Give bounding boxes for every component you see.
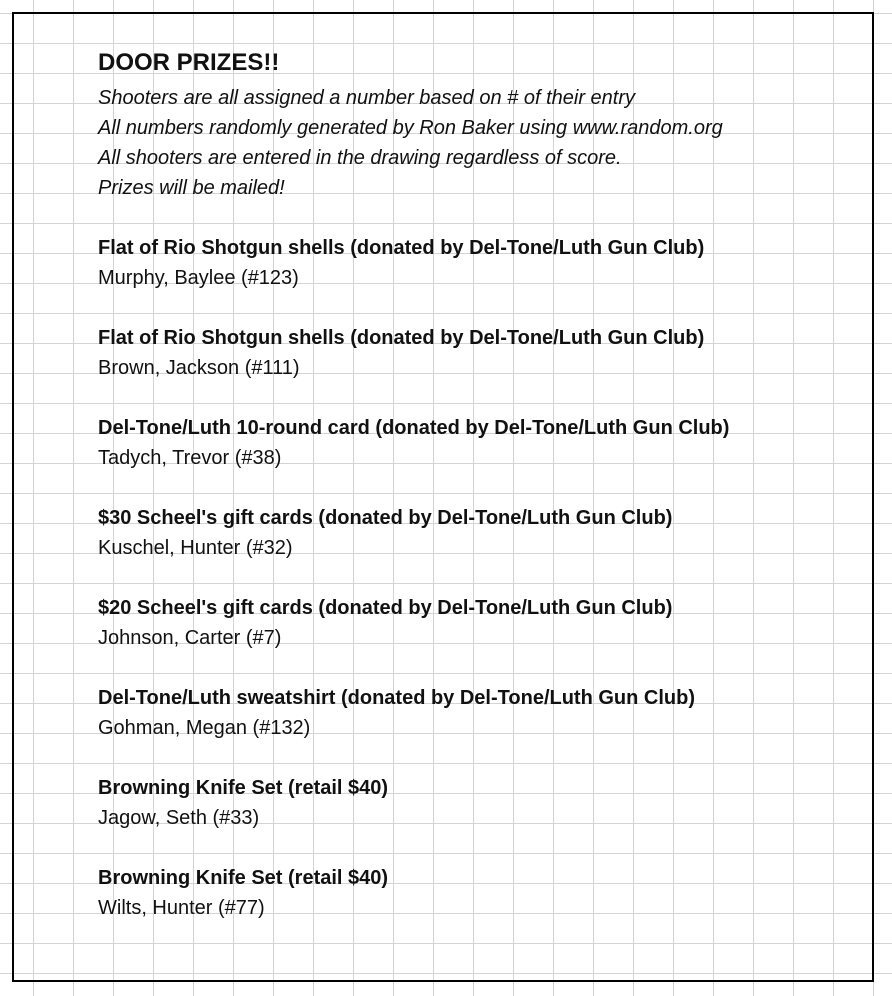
prize-winner[interactable]: Tadych, Trevor (#38) [98,447,282,469]
note-line-random-generation[interactable]: All numbers randomly generated by Ron Baker using www.random.org [98,117,723,139]
empty-row [98,383,858,413]
page-title[interactable]: DOOR PRIZES!! [98,49,280,76]
prize-name[interactable]: $30 Scheel's gift cards (donated by Del-Tone/Luth Gun Club) [98,507,673,529]
empty-row [98,833,858,863]
prize-entry [98,593,858,683]
prize-name[interactable]: Del-Tone/Luth 10-round card (donated by Del-Tone/Luth Gun Club) [98,417,730,439]
empty-row [98,743,858,773]
note-line-all-entered[interactable]: All shooters are entered in the drawing regardless of score. [98,147,622,169]
door-prizes-sheet [98,43,858,923]
prize-winner[interactable]: Kuschel, Hunter (#32) [98,537,293,559]
prize-name[interactable]: Flat of Rio Shotgun shells (donated by Del-Tone/Luth Gun Club) [98,327,705,349]
prize-winner[interactable]: Murphy, Baylee (#123) [98,267,299,289]
prize-winner[interactable]: Brown, Jackson (#111) [98,357,300,379]
prize-winner[interactable]: Jagow, Seth (#33) [98,807,260,829]
prize-entry [98,773,858,863]
prize-winner[interactable]: Johnson, Carter (#7) [98,627,282,649]
prize-entry [98,863,858,923]
empty-row [98,563,858,593]
prize-entry [98,233,858,323]
prize-name[interactable]: Browning Knife Set (retail $40) [98,777,389,799]
empty-row [98,293,858,323]
prize-entry [98,503,858,593]
prize-name[interactable]: Flat of Rio Shotgun shells (donated by Del-Tone/Luth Gun Club) [98,237,705,259]
note-line-mailed[interactable]: Prizes will be mailed! [98,177,285,199]
prize-winner[interactable]: Gohman, Megan (#132) [98,717,311,739]
prize-name[interactable]: $20 Scheel's gift cards (donated by Del-Tone/Luth Gun Club) [98,597,673,619]
prize-entry [98,683,858,773]
note-line-entry-number[interactable]: Shooters are all assigned a number based on # of their entry [98,87,635,109]
prize-entry [98,323,858,413]
empty-row [98,203,858,233]
prize-winner[interactable]: Wilts, Hunter (#77) [98,897,265,919]
empty-row [98,473,858,503]
prize-name[interactable]: Del-Tone/Luth sweatshirt (donated by Del-Tone/Luth Gun Club) [98,687,696,709]
prize-entry [98,413,858,503]
empty-row [98,653,858,683]
prize-name[interactable]: Browning Knife Set (retail $40) [98,867,389,889]
